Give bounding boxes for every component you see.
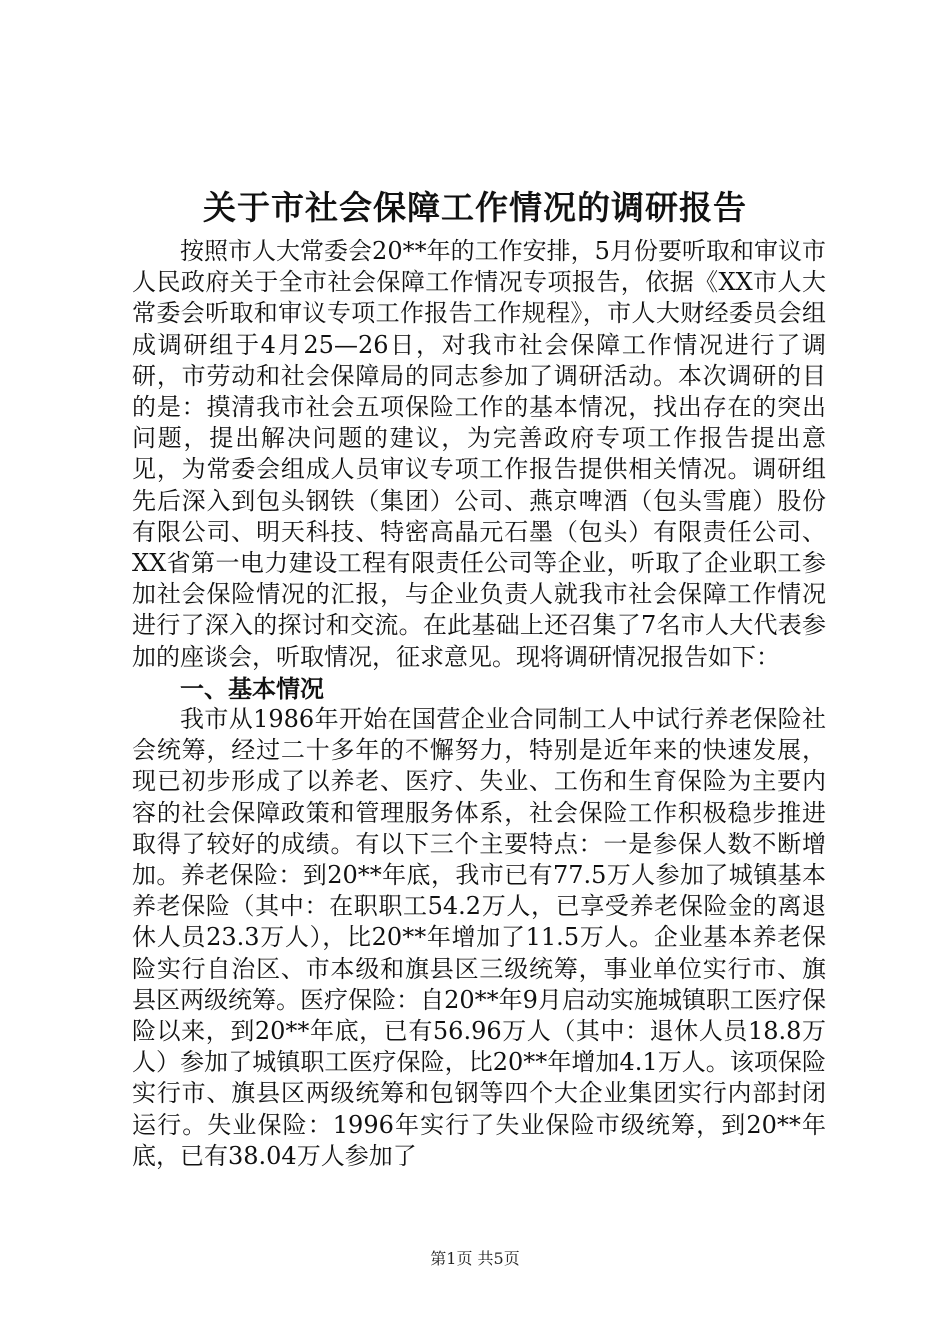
document-body [132,236,826,1172]
document-title: 关于市社会保障工作情况的调研报告 [203,188,747,227]
intro-paragraph: 按照市人大常委会20**年的工作安排，5月份要听取和审议市人民政府关于全市社会保障工作情况专项报告，依据《XX市人大常委会听取和审议专项工作报告工作规程》，市人大财经委员会组成调研组于4月25—26日，对我市社会保障工作情况进行了调研，市劳动和社会保障局的同志参加了调研活动。本次调研的目的是：摸清我市社会五项保险工作的基本情况，找出存在的突出问题，提出解决问题的建议，为完善政府专项工作报告提出意见，为常委会组成人员审议专项工作报告提供相关情况。调研组先后深入到包头钢铁（集团）公司、燕京啤酒（包头雪鹿）股份有限公司、明天科技、特密高晶元石墨（包头）有限责任公司、XX省第一电力建设工程有限责任公司等企业，听取了企业职工参加社会保险情况的汇报，与企业负责人就我市社会保障工作情况进行了深入的探讨和交流。在此基础上还召集了7名市人大代表参加的座谈会，听取情况，征求意见。现将调研情况报告如下： [132,237,826,671]
section-heading-basic-situation: 一、基本情况 [180,673,324,703]
basic-situation-paragraph: 我市从1986年开始在国营企业合同制工人中试行养老保险社会统筹，经过二十多年的不懈努力，特别是近年来的快速发展，现已初步形成了以养老、医疗、失业、工伤和生育保险为主要内容的社会保障政策和管理服务体系，社会保险工作积极稳步推进取得了较好的成绩。有以下三个主要特点：一是参保人数不断增加。养老保险：到20**年底，我市已有77.5万人参加了城镇基本养老保险（其中：在职职工54.2万人，已享受养老保险金的离退休人员23.3万人），比20**年增加了11.5万人。企业基本养老保险实行自治区、市本级和旗县区三级统筹，事业单位实行市、旗县区两级统筹。医疗保险：自20**年9月启动实施城镇职工医疗保险以来，到20**年底，已有56.96万人（其中：退休人员18.8万人）参加了城镇职工医疗保险，比20**年增加4.1万人。该项保险实行市、旗县区两级统筹和包钢等四个大企业集团实行内部封闭运行。失业保险：1996年实行了失业保险市级统筹，到20**年底，已有38.04万人参加了 [132,705,826,1170]
page-number-footer: 第1页 共5页 [430,1249,520,1268]
